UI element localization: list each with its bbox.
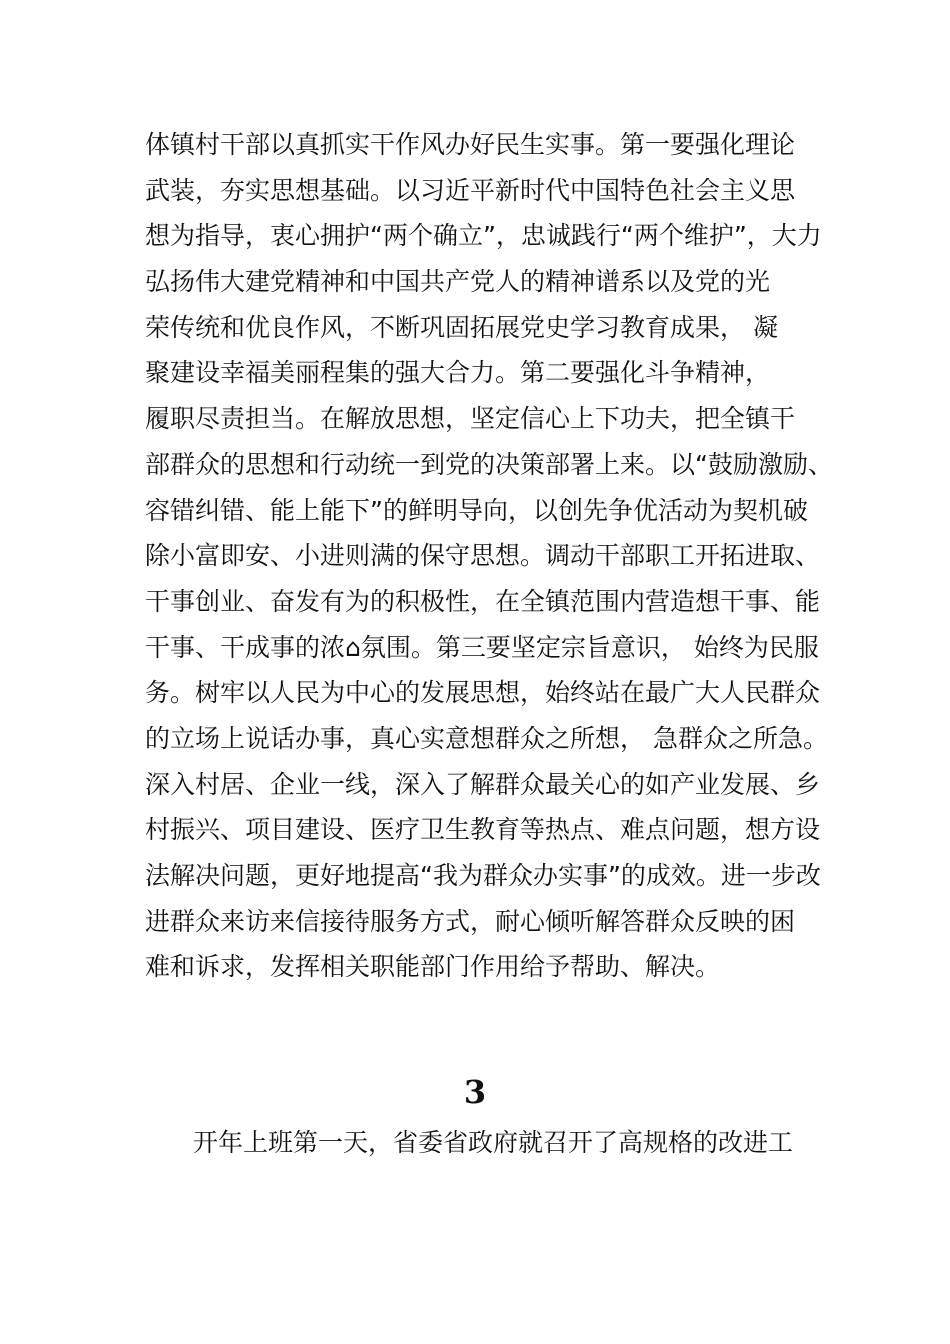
text-line: 除小富即安、小进则满的保守思想。调动干部职工开拓进取、 bbox=[145, 541, 821, 571]
text-line: 村振兴、项目建设、医疗卫生教育等热点、难点问题，想方设 bbox=[145, 815, 821, 845]
text-line: 武装，夯实思想基础。以习近平新时代中国特色社会主义思 bbox=[145, 175, 796, 205]
text-line: 部群众的思想和行动统一到党的决策部署上来。以“鼓励激励、 bbox=[145, 449, 833, 479]
text-line: 履职尽责担当。在解放思想，坚定信心上下功夫，把全镇干 bbox=[145, 404, 796, 434]
body-paragraph bbox=[145, 122, 865, 990]
text-line: 弘扬伟大建党精神和中国共产党人的精神谱系以及党的光 bbox=[145, 267, 771, 297]
text-line: 的立场上说话办事，真心实意想群众之所想， 急群众之所急。 bbox=[145, 723, 828, 753]
text-line: 深入村居、企业一线，深入了解群众最关心的如产业发展、乡 bbox=[145, 769, 821, 799]
text-line: 荣传统和优良作风，不断巩固拓展党史学习教育成果， 凝 bbox=[145, 312, 778, 342]
text-line: 进群众来访来信接待服务方式，耐心倾听解答群众反映的困 bbox=[145, 906, 796, 936]
text-line: 法解决问题，更好地提高“我为群众办实事”的成效。进一步改 bbox=[145, 861, 821, 890]
text-line: 干事、干成事的浓⌂氛围。第三要坚定宗旨意识， 始终为民服 bbox=[145, 632, 819, 662]
text-line: 干事创业、奋发有为的积极性，在全镇范围内营造想干事、能 bbox=[145, 586, 821, 616]
section-first-line: 开年上班第一天，省委省政府就召开了高规格的改进工 bbox=[193, 1128, 794, 1157]
text-line: 体镇村干部以真抓实干作风办好民生实事。第一要强化理论 bbox=[145, 130, 796, 159]
section-number: 3 bbox=[463, 1073, 487, 1111]
text-line: 容错纠错、能上能下”的鲜明导向，以创先争优活动为契机破 bbox=[145, 495, 808, 525]
text-line: 务。树牢以人民为中心的发展思想，始终站在最广大人民群众 bbox=[145, 678, 821, 708]
text-line: 想为指导，衷心拥护“两个确立”，忠诚践行“两个维护”，大力 bbox=[145, 221, 822, 251]
text-line: 难和诉求，发挥相关职能部门作用给予帮助、解决。 bbox=[145, 952, 721, 982]
text-line: 聚建设幸福美丽程集的强大合力。第二要强化斗争精神， bbox=[145, 358, 771, 388]
